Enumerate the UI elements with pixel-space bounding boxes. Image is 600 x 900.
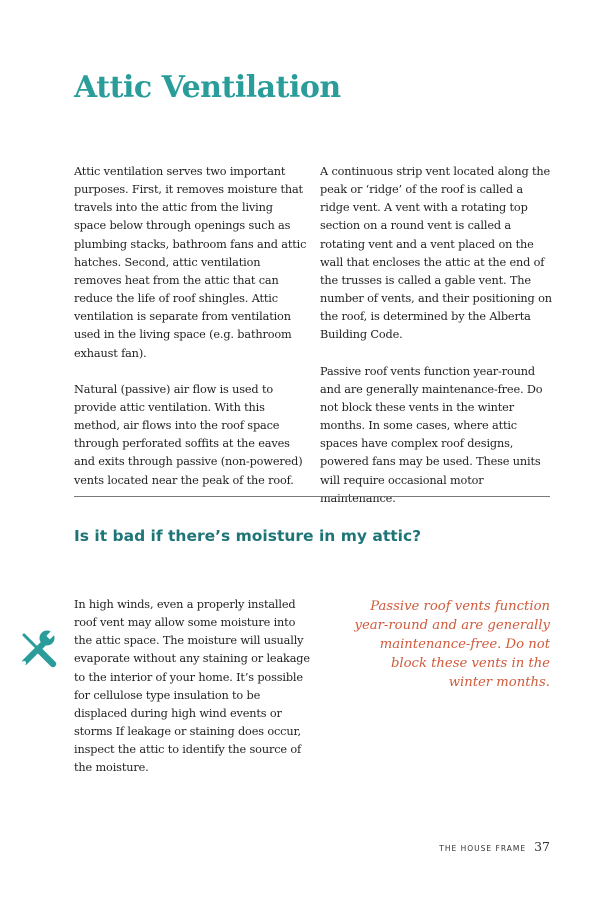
pull-quote: Passive roof vents function year-round and are generally maintenance-free. Do not block these vents in the winter months. — [354, 599, 550, 690]
footer-label: THE HOUSE FRAME — [439, 844, 527, 853]
page-footer — [439, 839, 550, 854]
intro-paragraph: A continuous strip vent located along the peak or ‘ridge’ of the roof is called a ridge vent. A vent with a rotating top section on a round vent is called a rotating vent and a vent placed on the wall that encloses the attic at the end of the trusses is called a gable vent. The number of vents, and their positioning on the roof, is determined by the Alberta Building Code. — [320, 165, 552, 342]
intro-paragraph: Passive roof vents function year-round and are generally maintenance-free. Do not block these vents in the winter months. In some cases, where attic spaces have complex roof designs, powered fans may be used. These units will require occasional motor maintenance. — [320, 364, 543, 505]
section-divider — [74, 496, 550, 497]
section-body: In high winds, even a properly installed roof vent may allow some moisture into the attic space. The moisture will usually evaporate without any staining or leakage to the interior of your home. It’s possible for cellulose type insulation to be displaced during high wind events or storms If leakage or staining does occur, inspect the attic to identify the source of the moisture. — [74, 598, 310, 775]
intro-paragraph: Natural (passive) air flow is used to provide attic ventilation. With this method, air flows into the roof space through perforated soffits at the eaves and exits through passive (non-powered) vents located near the peak of the roof. — [74, 382, 303, 487]
tools-icon — [16, 627, 60, 671]
intro-paragraph: Attic ventilation serves two important purposes. First, it removes moisture that travels into the attic from the living space below through openings such as plumbing stacks, bathroom fans and attic hatches. Second, attic ventilation removes heat from the attic that can reduce the life of roof shingles. Attic ventilation is separate from ventilation used in the living space (e.g. bathroom exhaust fan). — [74, 165, 307, 360]
page-title: Attic Ventilation — [74, 70, 341, 105]
page-number: 37 — [534, 839, 550, 854]
intro-left-column — [74, 163, 307, 490]
intro-right-column — [320, 163, 552, 508]
section-heading: Is it bad if there’s moisture in my attic? — [74, 527, 422, 545]
